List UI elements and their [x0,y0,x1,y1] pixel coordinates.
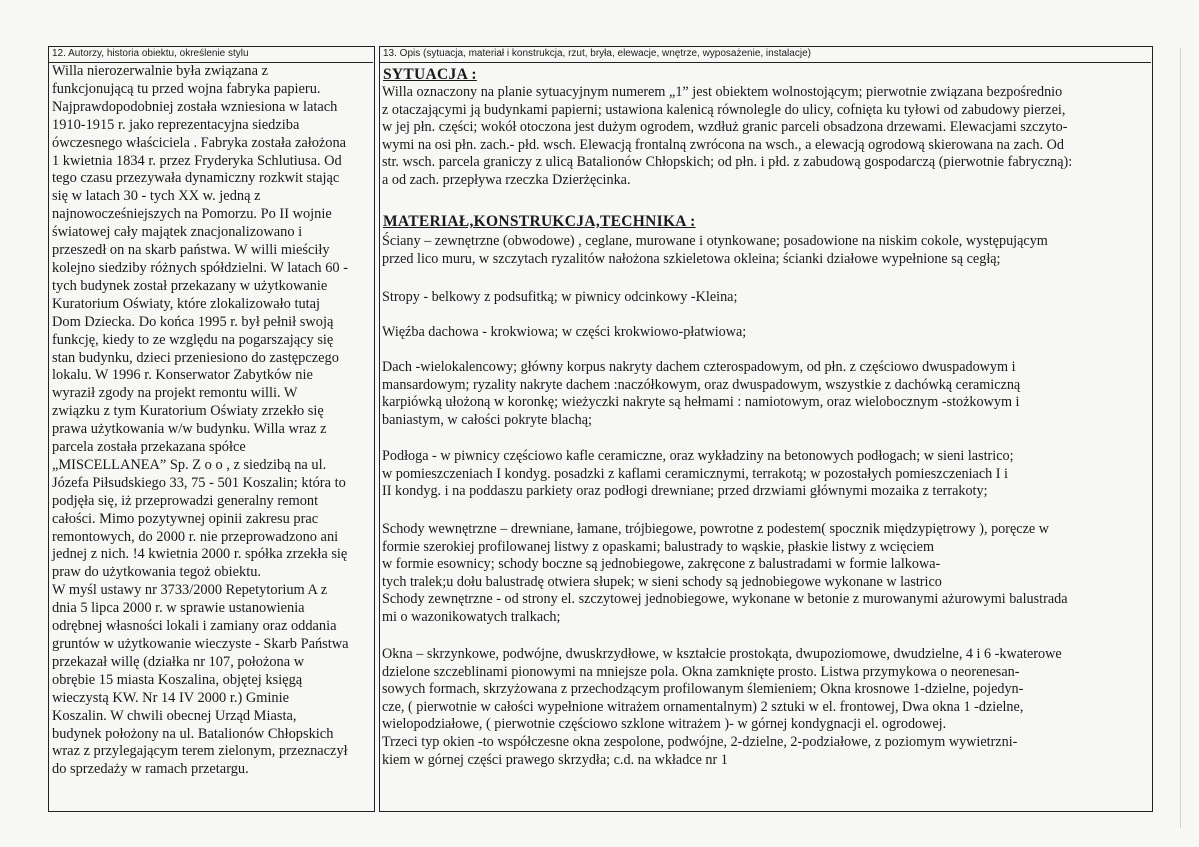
right-column-header: 13. Opis (sytuacja, materiał i konstrukcja, rzut, bryła, elewacje, wnętrze, wyposażenie, instalacje) [383,48,811,59]
sytuacja-title: SYTUACJA : [383,66,477,83]
stropy-text: Stropy - belkowy z podsufitką; w piwnicy odcinkowy -Kleina; [382,289,738,305]
right-header-rule [379,62,1151,63]
sytuacja-text: Willa oznaczony na planie sytuacyjnym numerem „1” jest obiektem wolnostojącym; pierwotnie związana bezpośrednio z otaczającymi ją budynkami papierni; ustawiona kalenicą równolegle do ulicy, cofnięta ku tyłowi od zabudowy pierzei, w jej płn. części; wokół otoczona jest dużym ogrodem, wzdłuż granic parceli obsadzona drzewami. Elewacjami szczyto- wymi na osi płn. zach.- płd. wsch. Elewacją frontalną zwrócona na wsch., a elewacją ogrodową skierowana na zach. Od str. wsch. parcela graniczy z ulicą Batalionów Chłopskich; od płn. i płd. z zabudową gospodarczą (pierwotnie fabryczną): a od zach. przepływa rzeczka Dzierżęcinka. [382,84,1073,188]
material-title: MATERIAŁ,KONSTRUKCJA,TECHNIKA : [383,213,696,230]
dach-text: Dach -wielokalencowy; główny korpus nakryty dachem czterospadowym, od płn. z częściowo dwuspadowym i mansardowym; ryzality nakryte dachem :naczółkowym, oraz dwuspadowym, wszystkie z dachówką ceramiczną karpiówką ułożoną w koronkę; wieżyczki nakryte są hełmami : namiotowym, oraz wielobocznym -stożkowym i baniastym, w całości pokryte blachą; [382,359,1021,428]
sciany-text: Ściany – zewnętrzne (obwodowe) , ceglane, murowane i otynkowane; posadowione na niskim cokole, występującym przed lico muru, w szczytach ryzalitów nałożona szkieletowa okleina; ścianki działowe wypełnione są cegłą; [382,233,1048,267]
wiezba-text: Więźba dachowa - krokwiowa; w części krokwiowo-płatwiowa; [382,324,747,340]
podloga-text: Podłoga - w piwnicy częściowo kafle ceramiczne, oraz wykładziny na betonowych podłogach; w sieni lastrico; w pomieszczeniach I kondyg. posadzki z kaflami ceramicznymi, terrakotą; w pozostałych pomieszczeniach I i II kondyg. i na poddaszu parkiety oraz podłogi drewniane; przed drzwiami głównymi mozaika z terrakoty; [382,448,1014,500]
scan-edge-line [1180,48,1181,828]
okna-text: Okna – skrzynkowe, podwójne, dwuskrzydłowe, w kształcie prostokąta, dwupoziomowe, dwudzielne, 4 i 6 -kwaterowe dzielone szczeblinami pionowymi na mniejsze pola. Okna zamknięte prosto. Listwa przymykowa o neorenesan- sowych formach, skrzyżowana z przechodzącym profilowanym ślemieniem; Okna krosnowe 1-dzielne, pojedyn- cze, ( pierwotnie w całości wypełnione witrażem ornamentalnym) 2 sztuki w el. frontowej, Dwa okna 1 -dzielne, wielopodziałowe, ( pierwotnie częściowo szklone witrażem )- w górnej kondygnacji el. ogrodowej. Trzeci typ okien -to współczesne okna zespolone, podwójne, 2-dzielne, 2-podziałowe, z poziomym wywietrzni- kiem w górnej części prawego skrzydła; c.d. na wkładce nr 1 [382,646,1062,768]
history-text: Willa nierozerwalnie była związana z funkcjonującą tu przed wojna fabryka papieru. Najprawdopodobniej została wzniesiona w latach 1910-1915 r. jako reprezentacyjna siedziba ówczesnego właściciela . Fabryka została założona 1 kwietnia 1834 r. przez Fryderyka Schlutiusa. Od tego czasu przezywała dynamiczny rozkwit stając się w latach 30 - tych XX w. jedną z najnowocześniejszych na Pomorzu. Po II wojnie światowej cały majątek znacjonalizowano i przeszedł on na skarb państwa. W willi mieściły kolejno siedziby różnych spółdzielni. W latach 60 - tych budynek został przekazany w użytkowanie Kuratorium Oświaty, które zlokalizowało tutaj Dom Dziecka. Do końca 1995 r. był pełnił swoją funkcję, kiedy to ze względu na pogarszający się stan budynku, dzieci przeniesiono do zastępczego lokalu. W 1996 r. Konserwator Zabytków nie wyraził zgody na projekt remontu willi. W związku z tym Kuratorium Oświaty zrzekło się prawa użytkowania w/w budynku. Willa wraz z parcela została przekazana spółce „MISCELLANEA” Sp. Z o o , z siedzibą na ul. Józefa Piłsudskiego 33, 75 - 501 Koszalin; która to podjęła się, iż przeprowadzi generalny remont całości. Mimo pozytywnej opinii zakresu prac remontowych, do 2000 r. nie przeprowadzono ani jednej z nich. !4 kwietnia 2000 r. spółka zrzekła się praw do użytkowania tegoż obiektu. W myśl ustawy nr 3733/2000 Repetytorium A z dnia 5 lipca 2000 r. w sprawie ustanowienia odrębnej własności lokali i zamiany oraz oddania gruntów w użytkowanie wieczyste - Skarb Państwa przekazał willę (działka nr 107, położona w obrębie 15 miasta Koszalina, objętej księgą wieczystą KW. Nr 14 IV 2000 r.) Gminie Koszalin. W chwili obecnej Urząd Miasta, budynek położony na ul. Batalionów Chłopskich wraz z przylegającym terem zielonym, przeznaczył do sprzedaży w ramach przetargu. [52,63,349,778]
left-column-header: 12. Autorzy, historia obiektu, określenie stylu [52,48,249,59]
schody-text: Schody wewnętrzne – drewniane, łamane, trójbiegowe, powrotne z podestem( spocznik międzypiętrowy ), poręcze w formie szerokiej profilowanej listwy z opaskami; balustrady to wąskie, płaskie listwy z wcięciem w formie esownicy; schody boczne są jednobiegowe, zakręcone z balustradami w formie lalkowa- tych tralek;u dołu balustradę otwiera słupek; w sieni schody są jednobiegowe wykonane w lastrico Schody zewnętrzne - od strony el. szczytowej jednobiegowe, wykonane w betonie z murowanymi ażurowymi balustrada mi o wazonikowatych tralkach; [382,521,1068,625]
